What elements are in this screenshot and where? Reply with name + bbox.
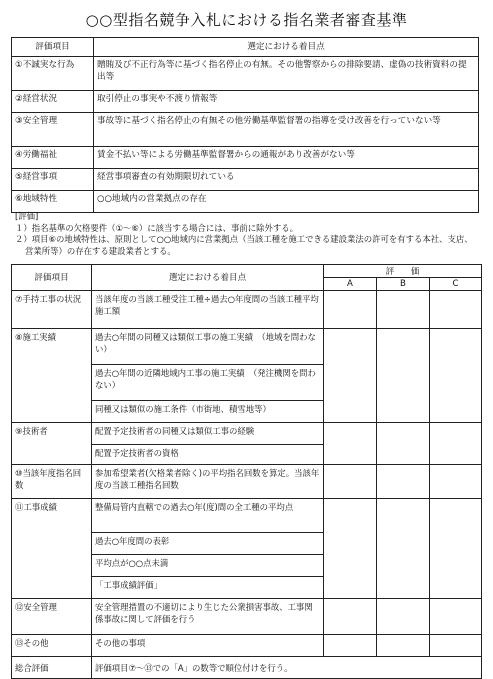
table-row	[12, 147, 479, 169]
eval-cell-c	[430, 423, 482, 465]
eval-cell-c	[430, 499, 482, 599]
eval-cell-b	[377, 291, 430, 329]
eval-point: 過去○年間の同種又は類似工事の施工実績 （地域を問わない）	[92, 329, 324, 365]
eval-cell-a	[324, 291, 377, 329]
eval-cell-c	[430, 329, 482, 423]
note-line: ２）項目⑥の地域特性は、原則として○○地域内に営業拠点（当該工種を施工できる建設業法の許可を有する本社、支店、営業所等）の存在する建設業者とする。	[15, 234, 473, 256]
eval-cell-c	[430, 291, 482, 329]
eval-cell-b	[377, 423, 430, 465]
eval-cell-c	[430, 465, 482, 499]
table-row	[12, 57, 479, 91]
criteria-point: 経営事項審査の有効期限切れている	[94, 169, 479, 191]
table-row	[12, 635, 482, 657]
eval-cell-b	[377, 499, 430, 599]
table-row	[12, 291, 482, 329]
eval-point: 配置予定技術者の資格	[92, 445, 324, 465]
criteria-point: 賃金不払い等による労働基準監督署からの通報があり改善がない等	[94, 147, 479, 169]
page-title: ○○型指名競争入札における指名業者審査基準	[85, 11, 408, 29]
table-header-row	[12, 265, 482, 278]
eval-item: ⑪工事成績	[12, 499, 92, 599]
eval-item: ⑧施工実績	[12, 329, 92, 423]
eval-cell-b	[377, 599, 430, 635]
eval-cell-a	[324, 423, 377, 465]
column-header-item: 評価項目	[12, 265, 92, 291]
eval-point: 平均点が○○点未満	[92, 555, 324, 577]
table-row	[12, 113, 479, 147]
eval-cell-a	[324, 465, 377, 499]
column-header-evaluation: 評 価	[324, 265, 482, 278]
table-header-row	[12, 38, 479, 57]
table-row	[12, 599, 482, 635]
criteria-point: 贈賄及び不正行為等に基づく指名停止の有無。その他警察からの排除要請、虚偽の技術資料の提出等	[94, 57, 479, 91]
eval-cell-b	[377, 465, 430, 499]
eval-cell-c	[430, 599, 482, 635]
eval-cell-b	[377, 329, 430, 423]
eval-item: ⑬その他	[12, 635, 92, 657]
eval-point: 配置予定技術者の同種又は類似工事の経験	[92, 423, 324, 445]
column-header-b: B	[377, 278, 430, 291]
eval-cell-a	[324, 499, 377, 599]
table-row	[12, 423, 482, 445]
criteria-item: ①不誠実な行為	[12, 57, 94, 91]
column-header-point: 選定における着目点	[92, 265, 324, 291]
criteria-item: ⑤経営事項	[12, 169, 94, 191]
column-header-a: A	[324, 278, 377, 291]
total-item: 総合評価	[12, 657, 92, 679]
criteria-item: ⑥地域特性	[12, 191, 94, 213]
notes-heading: [評価]	[15, 211, 39, 221]
eval-cell-a	[324, 599, 377, 635]
note-line: １）指名基準の欠格要件（①～⑥）に該当する場合には、事前に除外する。	[15, 222, 299, 233]
criteria-point: ○○地域内の営業拠点の存在	[94, 191, 479, 213]
evaluation-notes	[15, 211, 477, 257]
table-row	[12, 329, 482, 365]
eval-cell-a	[324, 329, 377, 423]
total-point: 評価項目⑦～⑬での「A」の数等で順位付けを行う。	[92, 657, 482, 679]
eval-point: 過去○年度間の表彰	[92, 533, 324, 555]
eval-item: ⑨技術者	[12, 423, 92, 465]
criteria-point: 事故等に基づく指名停止の有無その他労働基準監督署の指導を受け改善を行っていない等	[94, 113, 479, 147]
eval-cell-a	[324, 635, 377, 657]
eval-point: 同種又は類似の施工条件（市街地、積雪地等）	[92, 401, 324, 423]
table-row	[12, 465, 482, 499]
evaluation-criteria-table	[11, 264, 482, 679]
eval-point: 「工事成績評価」	[92, 577, 324, 599]
eval-point: 当該年度の当該工種受注工種÷過去○年度間の当該工種平均施工額	[92, 291, 324, 329]
eval-point: 安全管理措置の不適切により生じた公衆損害事故、工事関係事故に関して評価を行う	[92, 599, 324, 635]
column-header-item: 評価項目	[12, 38, 94, 57]
eval-item: ⑦手持工事の状況	[12, 291, 92, 329]
eval-point: 整備局管内直轄での過去○年(度)間の全工種の平均点	[92, 499, 324, 533]
eval-point: 過去○年間の近隣地域内工事の施工実績 （発注機関を問わない）	[92, 365, 324, 401]
criteria-item: ④労働福祉	[12, 147, 94, 169]
table-row	[12, 169, 479, 191]
criteria-point: 取引停止の事実や不渡り情報等	[94, 91, 479, 113]
column-header-point: 選定における着目点	[94, 38, 479, 57]
disqualification-criteria-table	[11, 37, 479, 213]
criteria-item: ②経営状況	[12, 91, 94, 113]
table-row	[12, 91, 479, 113]
eval-item: ⑩当該年度指名回数	[12, 465, 92, 499]
eval-point: その他の事項	[92, 635, 324, 657]
eval-item: ⑫安全管理	[12, 599, 92, 635]
column-header-c: C	[430, 278, 482, 291]
eval-cell-b	[377, 635, 430, 657]
criteria-item: ③安全管理	[12, 113, 94, 147]
table-row	[12, 191, 479, 213]
eval-point: 参加希望業者(欠格業者除く)の平均指名回数を算定。当該年度の当該工種指名回数	[92, 465, 324, 499]
eval-cell-c	[430, 635, 482, 657]
table-row	[12, 499, 482, 533]
